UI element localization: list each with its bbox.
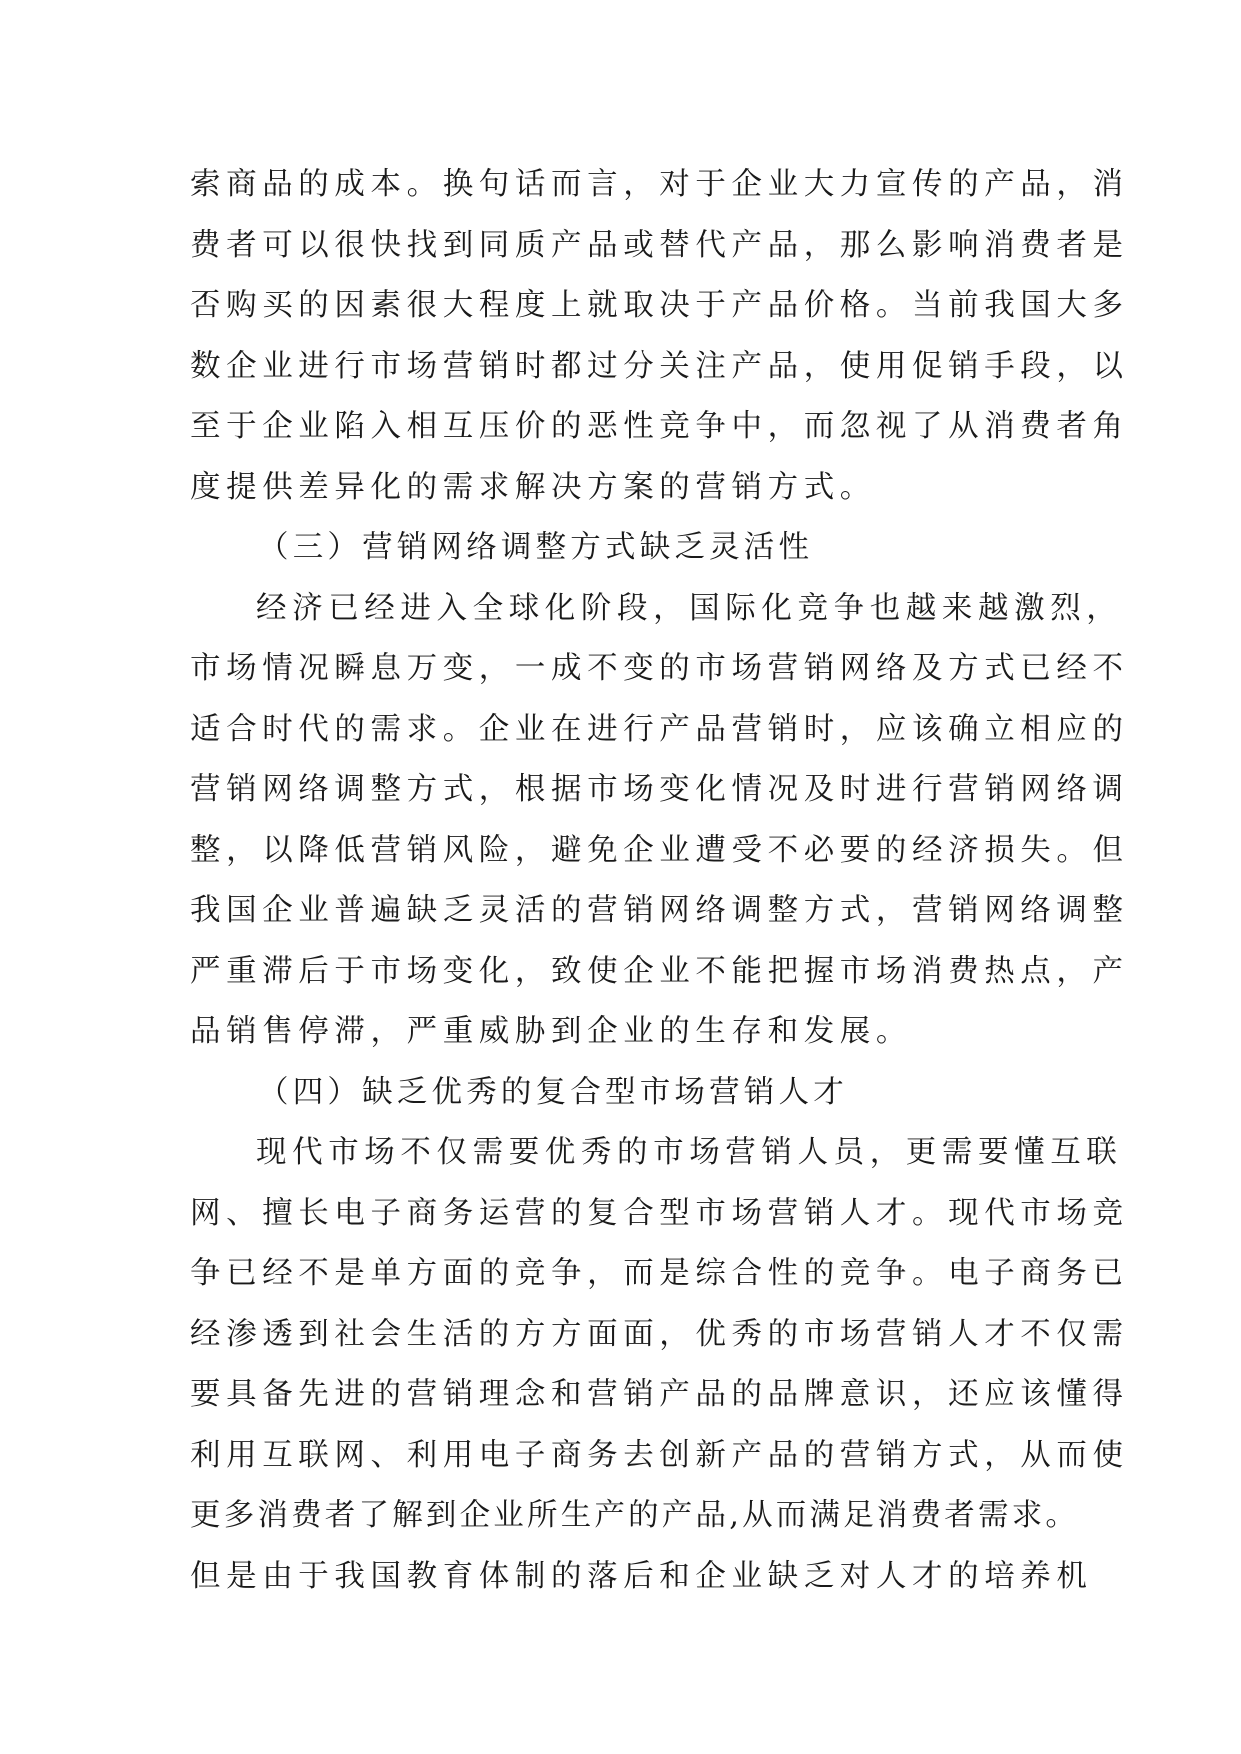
text-line: 否购买的因素很大程度上就取决于产品价格。当前我国大多	[190, 288, 1129, 323]
text-line: 品销售停滞，严重威胁到企业的生存和发展。	[190, 1014, 912, 1049]
text-line: 网、擅长电子商务运营的复合型市场营销人才。现代市场竞	[190, 1195, 1129, 1231]
body-text	[190, 155, 1129, 1607]
text-line: 至于企业陷入相互压价的恶性竞争中，而忽视了从消费者角	[190, 409, 1129, 444]
text-line: 严重滞后于市场变化，致使企业不能把握市场消费热点，产	[190, 953, 1129, 989]
paragraph-first-line: 现代市场不仅需要优秀的市场营销人员，更需要懂互联	[256, 1135, 1123, 1170]
text-line: 经渗透到社会生活的方方面面，优秀的市场营销人才不仅需	[190, 1316, 1129, 1352]
text-line: 要具备先进的营销理念和营销产品的品牌意识，还应该懂得	[190, 1377, 1129, 1412]
text-line: 营销网络调整方式，根据市场变化情况及时进行营销网络调	[190, 772, 1129, 807]
text-line: 索商品的成本。换句话而言，对于企业大力宣传的产品，消	[190, 167, 1129, 202]
text-line: 费者可以很快找到同质产品或替代产品，那么影响消费者是	[190, 227, 1129, 263]
text-line: 争已经不是单方面的竞争，而是综合性的竞争。电子商务已	[190, 1256, 1129, 1291]
text-line: 我国企业普遍缺乏灵活的营销网络调整方式，营销网络调整	[190, 893, 1129, 928]
text-line: 更多消费者了解到企业所生产的产品,从而满足消费者需求。	[190, 1498, 1080, 1533]
text-line: 市场情况瞬息万变，一成不变的市场营销网络及方式已经不	[190, 651, 1129, 686]
text-line: 整，以降低营销风险，避免企业遭受不必要的经济损失。但	[190, 832, 1129, 868]
text-line: 数企业进行市场营销时都过分关注产品，使用促销手段，以	[190, 348, 1129, 384]
text-line: 利用互联网、利用电子商务去创新产品的营销方式，从而使	[190, 1437, 1129, 1473]
section-heading: （三）营销网络调整方式缺乏灵活性	[258, 530, 814, 565]
text-line: 但是由于我国教育体制的落后和企业缺乏对人才的培养机	[190, 1558, 1093, 1594]
paragraph-first-line: 经济已经进入全球化阶段，国际化竞争也越来越激烈，	[256, 590, 1123, 626]
section-heading: （四）缺乏优秀的复合型市场营销人才	[258, 1074, 848, 1110]
text-line: 适合时代的需求。企业在进行产品营销时，应该确立相应的	[190, 711, 1129, 747]
text-line: 度提供差异化的需求解决方案的营销方式。	[190, 469, 876, 505]
